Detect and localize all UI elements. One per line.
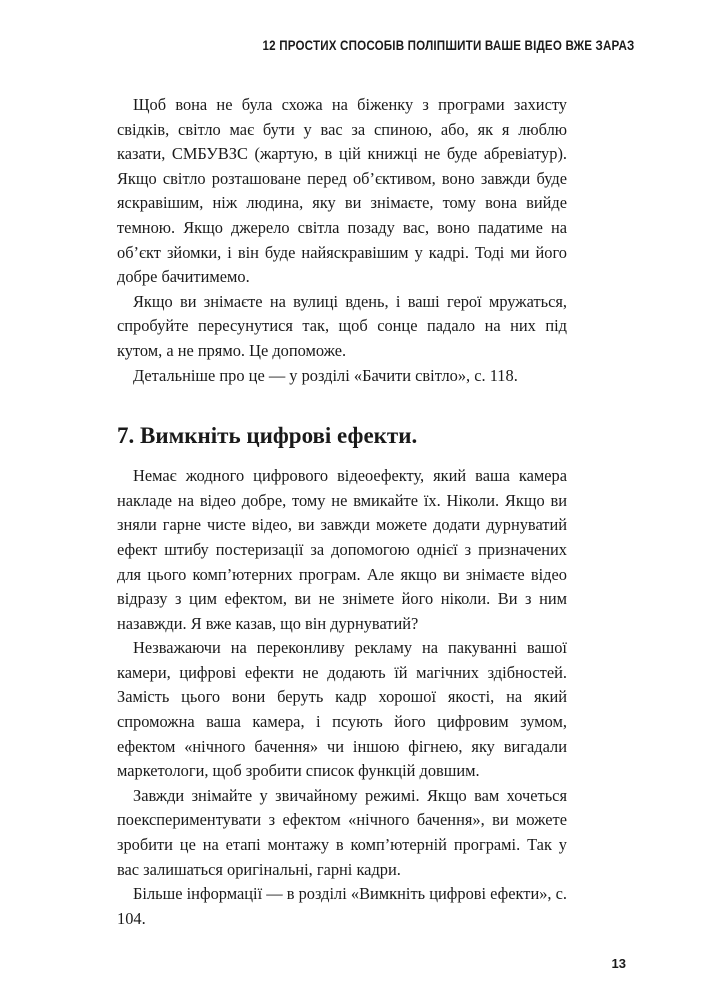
- section-heading: 7. Вимкніть цифрові ефекти.: [117, 423, 418, 449]
- body-paragraph: Незважаючи на переконливу рекламу на пакуванні вашої камери, цифрові ефекти не додають їй магічних здібностей. Замість цього вони беруть кадр хорошої якості, на який спроможна ваша камера, і псують його цифровим зумом, ефектом «нічного бачення» чи іншою фігнею, яку вигадали маркетологи, щоб зробити список функцій довшим.: [117, 638, 567, 781]
- body-paragraph: Щоб вона не була схожа на біженку з програми захисту свідків, світло має бути у вас за спиною, або, як я люблю казати, СМБУВЗС (жартую, в цій книжці не буде абревіатур). Якщо світло розташоване перед об’єктивом, воно завжди буде яскравішим, ніж людина, яку ви знімаєте, тому вона вийде темною. Якщо джерело світла позаду вас, воно падатиме на об’єкт зйомки, і він буде найяскравішим у кадрі. Тоді ми його добре бачитимемо.: [117, 95, 567, 287]
- body-paragraph: Якщо ви знімаєте на вулиці вдень, і ваші герої мружаться, спробуйте пересунутися так, щоб сонце падало на них під кутом, а не прямо. Це допоможе.: [117, 291, 567, 360]
- cross-reference: Більше інформації — в розділі «Вимкніть цифрові ефекти», с. 104.: [117, 884, 567, 928]
- page-number: 13: [611, 956, 626, 971]
- body-paragraph: Немає жодного цифрового відеоефекту, який ваша камера накладе на відео добре, тому не вмикайте їх. Ніколи. Якщо ви зняли гарне чисте відео, ви завжди можете додати дурнуватий ефект штибу постеризації за допомогою однієї з призначених для цього комп’ютерних програм. Але якщо ви знімаєте відео відразу з цим ефектом, ви не знімете його ніколи. Ви з ним назавжди. Я вже казав, що він дурнуватий?: [117, 466, 567, 633]
- page-body: [117, 93, 567, 931]
- cross-reference: Детальніше про це — у розділі «Бачити світло», с. 118.: [133, 365, 518, 385]
- body-paragraph: Завжди знімайте у звичайному режимі. Якщо вам хочеться поекспериментувати з ефектом «нічного бачення», ви можете зробити це на етапі монтажу в комп’ютерній програмі. Так у вас залишаться оригінальні, гарні кадри.: [117, 785, 567, 879]
- running-header: 12 ПРОСТИХ СПОСОБІВ ПОЛІПШИТИ ВАШЕ ВІДЕО ВЖЕ ЗАРАЗ: [262, 38, 634, 53]
